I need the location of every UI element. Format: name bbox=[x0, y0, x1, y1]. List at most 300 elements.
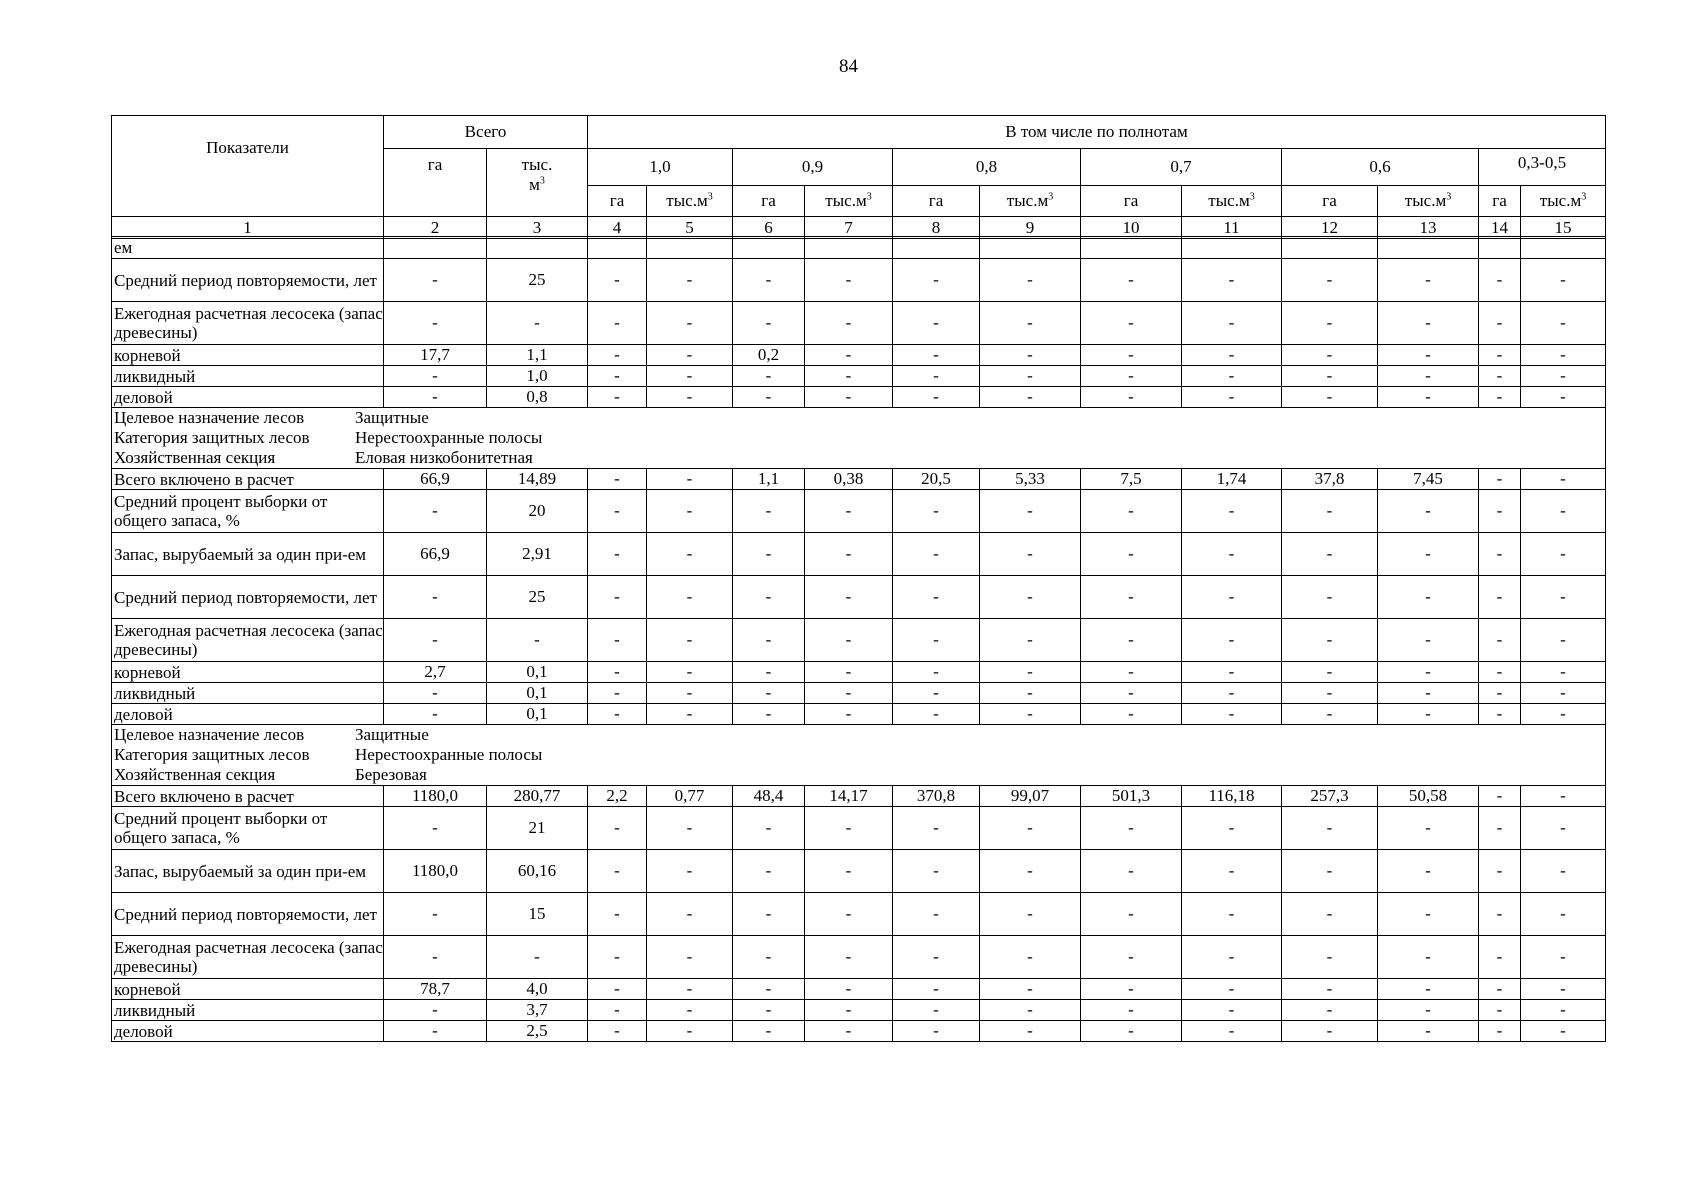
table-cell: - bbox=[1081, 490, 1182, 533]
table-cell: - bbox=[647, 850, 733, 893]
table-cell: - bbox=[893, 704, 980, 725]
table-cell: - bbox=[1081, 807, 1182, 850]
table-cell: - bbox=[647, 662, 733, 683]
row-label: корневой bbox=[112, 345, 384, 366]
section-info-key: Категория защитных лесов bbox=[114, 428, 310, 447]
table-cell bbox=[1081, 237, 1182, 259]
table-cell: 0,38 bbox=[805, 469, 893, 490]
table-cell: - bbox=[733, 807, 805, 850]
table-cell: - bbox=[805, 807, 893, 850]
table-cell: - bbox=[1182, 387, 1282, 408]
table-cell: 48,4 bbox=[733, 786, 805, 807]
table-cell: - bbox=[893, 490, 980, 533]
table-cell: - bbox=[893, 366, 980, 387]
table-cell: - bbox=[1081, 345, 1182, 366]
total-header: Всего bbox=[384, 116, 588, 149]
table-cell: - bbox=[588, 704, 647, 725]
table-cell: - bbox=[733, 979, 805, 1000]
row-label: деловой bbox=[112, 1021, 384, 1042]
table-cell: - bbox=[487, 302, 588, 345]
table-cell: - bbox=[893, 1000, 980, 1021]
table-cell: - bbox=[1479, 1021, 1521, 1042]
table-cell: - bbox=[1521, 662, 1606, 683]
table-cell: - bbox=[384, 1000, 487, 1021]
table-cell: - bbox=[733, 619, 805, 662]
table-cell: - bbox=[588, 533, 647, 576]
total-volume-header: тыс. $м^3$ bbox=[487, 149, 588, 217]
table-cell: - bbox=[1479, 259, 1521, 302]
table-cell bbox=[893, 237, 980, 259]
table-cell: - bbox=[1182, 704, 1282, 725]
table-cell: 1180,0 bbox=[384, 850, 487, 893]
table-cell: - bbox=[805, 662, 893, 683]
table-cell: - bbox=[1378, 619, 1479, 662]
table-cell: - bbox=[1282, 576, 1378, 619]
section-info-key: Целевое назначение лесов bbox=[114, 408, 305, 427]
table-cell: - bbox=[980, 936, 1081, 979]
table-cell bbox=[487, 237, 588, 259]
table-cell: - bbox=[1182, 619, 1282, 662]
table-cell: - bbox=[980, 490, 1081, 533]
table-cell: - bbox=[980, 850, 1081, 893]
table-cell: 0,1 bbox=[487, 662, 588, 683]
table-cell: - bbox=[805, 704, 893, 725]
unit-ha-header: га bbox=[733, 186, 805, 217]
table-cell: - bbox=[1378, 936, 1479, 979]
table-cell: - bbox=[1182, 345, 1282, 366]
row-label: Средний период повторяемости, лет bbox=[112, 893, 384, 936]
table-row bbox=[112, 786, 1606, 807]
section-info-line bbox=[114, 745, 1605, 765]
table-cell: - bbox=[733, 366, 805, 387]
table-cell: - bbox=[384, 302, 487, 345]
section-info-value: Еловая низкобонитетная bbox=[355, 448, 533, 467]
table-cell: 280,77 bbox=[487, 786, 588, 807]
table-cell: - bbox=[733, 302, 805, 345]
table-cell: - bbox=[893, 893, 980, 936]
table-cell: - bbox=[733, 387, 805, 408]
table-cell: - bbox=[805, 345, 893, 366]
table-cell: - bbox=[588, 936, 647, 979]
table-cell: - bbox=[1521, 1021, 1606, 1042]
table-cell: - bbox=[1378, 345, 1479, 366]
table-cell: - bbox=[1282, 1000, 1378, 1021]
row-label: Средний процент выборки от общего запаса, % bbox=[112, 807, 384, 850]
table-cell: - bbox=[647, 1000, 733, 1021]
table-cell: - bbox=[1182, 533, 1282, 576]
table-cell: 7,5 bbox=[1081, 469, 1182, 490]
table-cell: - bbox=[1081, 366, 1182, 387]
table-cell: - bbox=[1479, 807, 1521, 850]
table-cell: - bbox=[384, 490, 487, 533]
table-cell: - bbox=[1081, 1000, 1182, 1021]
table-row bbox=[112, 302, 1606, 345]
table-cell: - bbox=[893, 979, 980, 1000]
column-number: 8 bbox=[893, 217, 980, 239]
section-info-key: Хозяйственная секция bbox=[114, 765, 276, 784]
table-cell: - bbox=[1282, 683, 1378, 704]
table-cell: 1,1 bbox=[733, 469, 805, 490]
table-cell: - bbox=[647, 979, 733, 1000]
table-row bbox=[112, 1021, 1606, 1042]
table-cell: - bbox=[1521, 259, 1606, 302]
table-cell: 14,17 bbox=[805, 786, 893, 807]
table-cell: - bbox=[1479, 490, 1521, 533]
table-cell: 3,7 bbox=[487, 1000, 588, 1021]
table-cell: - bbox=[1081, 893, 1182, 936]
table-cell: - bbox=[733, 850, 805, 893]
table-row bbox=[112, 850, 1606, 893]
table-cell: - bbox=[1081, 302, 1182, 345]
table-cell: - bbox=[805, 1021, 893, 1042]
table-cell bbox=[588, 237, 647, 259]
table-cell: - bbox=[647, 259, 733, 302]
table-cell: - bbox=[1521, 533, 1606, 576]
column-number: 13 bbox=[1378, 217, 1479, 239]
density-0-7: 0,7 bbox=[1081, 149, 1282, 186]
table-cell: - bbox=[1521, 619, 1606, 662]
table-cell: - bbox=[1521, 704, 1606, 725]
row-label: корневой bbox=[112, 662, 384, 683]
unit-ha-header: га bbox=[1282, 186, 1378, 217]
table-cell: - bbox=[588, 469, 647, 490]
section-info-value: Защитные bbox=[355, 725, 429, 744]
section-info-key: Категория защитных лесов bbox=[114, 745, 310, 764]
table-cell: - bbox=[1182, 683, 1282, 704]
table-cell: - bbox=[1521, 807, 1606, 850]
table-cell: - bbox=[1182, 850, 1282, 893]
table-cell: - bbox=[980, 366, 1081, 387]
table-cell: - bbox=[980, 704, 1081, 725]
table-cell: - bbox=[1521, 936, 1606, 979]
table-cell: - bbox=[1282, 619, 1378, 662]
section-info bbox=[112, 408, 1606, 469]
table-cell bbox=[647, 237, 733, 259]
table-row bbox=[112, 490, 1606, 533]
unit-volume-header: $тыс.м^3$ bbox=[805, 186, 893, 217]
section-info-line bbox=[114, 765, 1605, 785]
table-cell: 78,7 bbox=[384, 979, 487, 1000]
table-cell: - bbox=[647, 807, 733, 850]
table-cell: 2,5 bbox=[487, 1021, 588, 1042]
table-cell: - bbox=[588, 850, 647, 893]
table-cell: - bbox=[1081, 1021, 1182, 1042]
table-cell: - bbox=[1081, 662, 1182, 683]
table-cell: - bbox=[805, 533, 893, 576]
row-label: ликвидный bbox=[112, 683, 384, 704]
table-cell: - bbox=[733, 1021, 805, 1042]
table-cell: - bbox=[980, 979, 1081, 1000]
table-cell: - bbox=[893, 259, 980, 302]
table-cell: - bbox=[647, 936, 733, 979]
table-cell: - bbox=[805, 387, 893, 408]
table-row bbox=[112, 237, 1606, 259]
table-cell: - bbox=[805, 979, 893, 1000]
table-cell: 501,3 bbox=[1081, 786, 1182, 807]
table-cell: - bbox=[805, 936, 893, 979]
table-cell: - bbox=[1521, 576, 1606, 619]
table-cell: - bbox=[588, 619, 647, 662]
table-cell: - bbox=[1479, 533, 1521, 576]
row-label: Всего включено в расчет bbox=[112, 469, 384, 490]
table-cell: - bbox=[384, 893, 487, 936]
density-0-9: 0,9 bbox=[733, 149, 893, 186]
table-cell: - bbox=[384, 1021, 487, 1042]
table-cell: - bbox=[1081, 979, 1182, 1000]
row-label: Всего включено в расчет bbox=[112, 786, 384, 807]
column-number: 10 bbox=[1081, 217, 1182, 239]
table-cell: - bbox=[980, 533, 1081, 576]
table-cell: - bbox=[1479, 619, 1521, 662]
table-cell: - bbox=[1282, 979, 1378, 1000]
table-cell: - bbox=[1081, 576, 1182, 619]
table-cell: 116,18 bbox=[1182, 786, 1282, 807]
table-cell: 2,91 bbox=[487, 533, 588, 576]
table-cell: 2,7 bbox=[384, 662, 487, 683]
table-cell: - bbox=[588, 345, 647, 366]
row-label: Средний процент выборки от общего запаса, % bbox=[112, 490, 384, 533]
table-cell: - bbox=[1378, 366, 1479, 387]
table-cell: - bbox=[1182, 302, 1282, 345]
table-cell: - bbox=[733, 490, 805, 533]
table-cell: 7,45 bbox=[1378, 469, 1479, 490]
table-cell: - bbox=[1378, 979, 1479, 1000]
table-cell bbox=[1521, 237, 1606, 259]
table-cell: - bbox=[893, 850, 980, 893]
table-cell: - bbox=[733, 1000, 805, 1021]
table-cell: - bbox=[893, 662, 980, 683]
table-row bbox=[112, 1000, 1606, 1021]
table-cell: - bbox=[1081, 387, 1182, 408]
table-cell: - bbox=[1378, 807, 1479, 850]
data-table bbox=[111, 236, 1606, 1042]
row-label: Запас, вырубаемый за один при-ем bbox=[112, 533, 384, 576]
table-cell: - bbox=[805, 576, 893, 619]
table-cell: - bbox=[1479, 936, 1521, 979]
table-cell: - bbox=[1378, 1000, 1479, 1021]
table-cell: - bbox=[1282, 533, 1378, 576]
table-cell: - bbox=[980, 662, 1081, 683]
table-cell: - bbox=[588, 807, 647, 850]
table-cell: 1,0 bbox=[487, 366, 588, 387]
table-cell: 66,9 bbox=[384, 533, 487, 576]
table-cell: - bbox=[733, 683, 805, 704]
row-label: Ежегодная расчетная лесосека (запас древесины) bbox=[112, 619, 384, 662]
table-cell: - bbox=[384, 259, 487, 302]
table-cell: - bbox=[893, 683, 980, 704]
table-cell: - bbox=[733, 893, 805, 936]
table-cell: - bbox=[805, 490, 893, 533]
table-cell: - bbox=[805, 619, 893, 662]
table-cell: - bbox=[1479, 302, 1521, 345]
table-cell: - bbox=[1479, 893, 1521, 936]
column-number: 2 bbox=[384, 217, 487, 239]
row-label: корневой bbox=[112, 979, 384, 1000]
table-cell: - bbox=[1081, 704, 1182, 725]
table-cell: - bbox=[1521, 979, 1606, 1000]
table-cell: - bbox=[733, 576, 805, 619]
table-cell: - bbox=[647, 1021, 733, 1042]
table-cell: - bbox=[980, 345, 1081, 366]
table-cell: 21 bbox=[487, 807, 588, 850]
table-cell bbox=[1479, 237, 1521, 259]
table-cell: - bbox=[733, 259, 805, 302]
table-cell: 1,74 bbox=[1182, 469, 1282, 490]
table-cell: - bbox=[1282, 936, 1378, 979]
table-cell: 20,5 bbox=[893, 469, 980, 490]
table-cell: - bbox=[1521, 302, 1606, 345]
table-cell: - bbox=[1182, 979, 1282, 1000]
table-cell: 0,2 bbox=[733, 345, 805, 366]
table-cell: - bbox=[893, 1021, 980, 1042]
table-cell: - bbox=[1282, 387, 1378, 408]
row-label: деловой bbox=[112, 387, 384, 408]
table-cell: - bbox=[1081, 533, 1182, 576]
table-cell: - bbox=[1378, 533, 1479, 576]
table-cell: - bbox=[588, 302, 647, 345]
table-cell: 25 bbox=[487, 576, 588, 619]
unit-volume-header: $тыс.м^3$ bbox=[1378, 186, 1479, 217]
table-cell: - bbox=[893, 619, 980, 662]
table-cell: - bbox=[1182, 1021, 1282, 1042]
unit-volume-header: $тыс.м^3$ bbox=[980, 186, 1081, 217]
table-cell: - bbox=[980, 302, 1081, 345]
table-cell: - bbox=[980, 893, 1081, 936]
column-number: 6 bbox=[733, 217, 805, 239]
row-label: ликвидный bbox=[112, 366, 384, 387]
table-cell: - bbox=[1282, 302, 1378, 345]
section-info-key: Целевое назначение лесов bbox=[114, 725, 305, 744]
table-cell: 15 bbox=[487, 893, 588, 936]
table-cell: - bbox=[1378, 704, 1479, 725]
table-cell: - bbox=[1378, 302, 1479, 345]
column-number: 4 bbox=[588, 217, 647, 239]
table-row bbox=[112, 576, 1606, 619]
table-row bbox=[112, 619, 1606, 662]
table-cell: - bbox=[1378, 893, 1479, 936]
section-info-value: Нерестоохранные полосы bbox=[355, 745, 543, 764]
table-cell: - bbox=[1479, 366, 1521, 387]
table-cell: - bbox=[980, 1021, 1081, 1042]
table-cell: - bbox=[893, 576, 980, 619]
table-header bbox=[111, 115, 1606, 239]
table-cell: 20 bbox=[487, 490, 588, 533]
table-cell: 4,0 bbox=[487, 979, 588, 1000]
table-cell: 5,33 bbox=[980, 469, 1081, 490]
table-cell: - bbox=[1378, 259, 1479, 302]
table-cell: - bbox=[893, 533, 980, 576]
table-cell: - bbox=[1282, 490, 1378, 533]
section-info-value: Защитные bbox=[355, 408, 429, 427]
density-0-3-0-5: 0,3-0,5 bbox=[1479, 149, 1606, 186]
table-cell: - bbox=[588, 893, 647, 936]
table-row bbox=[112, 469, 1606, 490]
unit-ha-header: га bbox=[893, 186, 980, 217]
table-cell: - bbox=[1479, 469, 1521, 490]
table-cell: - bbox=[893, 302, 980, 345]
table-cell: - bbox=[1182, 259, 1282, 302]
table-cell: - bbox=[647, 469, 733, 490]
table-cell: - bbox=[1479, 704, 1521, 725]
unit-ha-header: га bbox=[1479, 186, 1521, 217]
table-row bbox=[112, 807, 1606, 850]
table-cell: - bbox=[1182, 1000, 1282, 1021]
column-number: 3 bbox=[487, 217, 588, 239]
table-cell: - bbox=[1479, 979, 1521, 1000]
unit-ha-header: га bbox=[588, 186, 647, 217]
section-info-line bbox=[114, 408, 1605, 428]
density-0-6: 0,6 bbox=[1282, 149, 1479, 186]
table-cell: - bbox=[980, 683, 1081, 704]
table-cell: - bbox=[805, 893, 893, 936]
table-cell: - bbox=[1182, 893, 1282, 936]
table-cell: - bbox=[1521, 850, 1606, 893]
table-cell: - bbox=[588, 683, 647, 704]
table-cell: - bbox=[1521, 683, 1606, 704]
table-cell: - bbox=[1378, 683, 1479, 704]
table-cell: - bbox=[1378, 387, 1479, 408]
section-info-row bbox=[112, 725, 1606, 786]
table-cell: - bbox=[1182, 490, 1282, 533]
table-cell: - bbox=[384, 704, 487, 725]
section-info-line bbox=[114, 428, 1605, 448]
table-cell: - bbox=[647, 345, 733, 366]
table-cell: - bbox=[1081, 683, 1182, 704]
table-row bbox=[112, 662, 1606, 683]
table-cell: - bbox=[893, 345, 980, 366]
table-cell: 2,2 bbox=[588, 786, 647, 807]
table-cell: - bbox=[733, 533, 805, 576]
table-row bbox=[112, 893, 1606, 936]
table-cell: - bbox=[805, 683, 893, 704]
column-number: 5 bbox=[647, 217, 733, 239]
table-cell: - bbox=[384, 576, 487, 619]
table-cell: - bbox=[588, 366, 647, 387]
table-cell: - bbox=[980, 576, 1081, 619]
table-cell: - bbox=[805, 302, 893, 345]
table-cell: - bbox=[1521, 490, 1606, 533]
table-cell: - bbox=[647, 387, 733, 408]
table-cell: - bbox=[1378, 662, 1479, 683]
table-cell: - bbox=[588, 1021, 647, 1042]
column-number: 12 bbox=[1282, 217, 1378, 239]
by-density-header: В том числе по полнотам bbox=[588, 116, 1606, 149]
table-cell: 17,7 bbox=[384, 345, 487, 366]
density-0-8: 0,8 bbox=[893, 149, 1081, 186]
table-cell: - bbox=[1282, 704, 1378, 725]
table-cell: - bbox=[1282, 366, 1378, 387]
table-row bbox=[112, 345, 1606, 366]
section-info-row bbox=[112, 408, 1606, 469]
table-cell: - bbox=[1081, 936, 1182, 979]
table-cell: - bbox=[893, 387, 980, 408]
row-label: ем bbox=[112, 237, 384, 259]
table-cell: - bbox=[1182, 662, 1282, 683]
column-number: 15 bbox=[1521, 217, 1606, 239]
table-cell: 60,16 bbox=[487, 850, 588, 893]
table-cell: - bbox=[1081, 259, 1182, 302]
table-cell: - bbox=[1378, 576, 1479, 619]
table-cell: - bbox=[1479, 662, 1521, 683]
table-cell: - bbox=[1479, 345, 1521, 366]
table-cell: - bbox=[1521, 786, 1606, 807]
unit-volume-header: $тыс.м^3$ bbox=[1182, 186, 1282, 217]
row-label: Средний период повторяемости, лет bbox=[112, 576, 384, 619]
table-cell: - bbox=[588, 387, 647, 408]
table-cell: - bbox=[980, 387, 1081, 408]
table-cell: - bbox=[1479, 683, 1521, 704]
table-row bbox=[112, 259, 1606, 302]
